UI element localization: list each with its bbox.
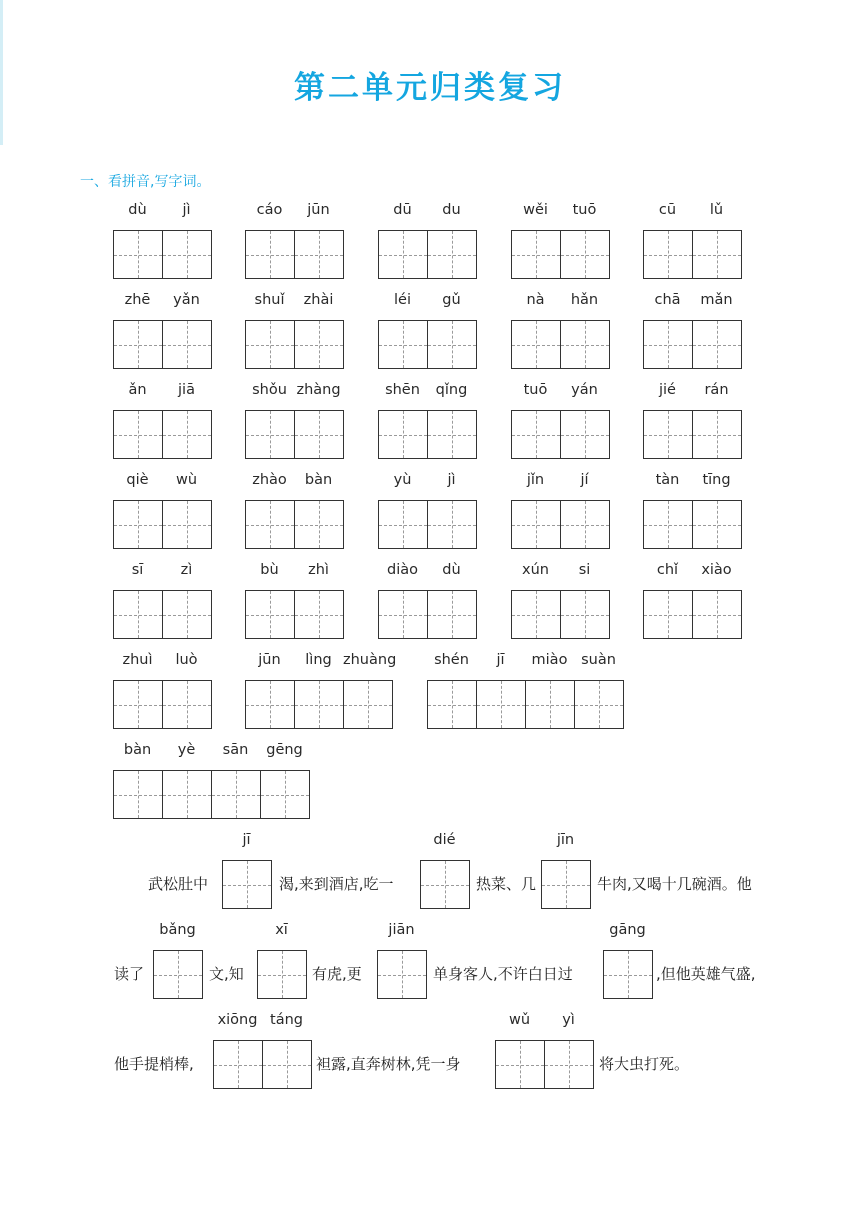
tianzige-box-row — [113, 680, 212, 729]
tianzige-box-row — [245, 230, 344, 279]
pinyin-label: jiān — [388, 922, 415, 938]
word-writing-grid — [257, 922, 307, 1000]
tianzige-box-row — [257, 950, 307, 999]
writing-cell[interactable] — [163, 591, 212, 638]
pinyin-label: hǎn — [570, 292, 599, 308]
word-writing-grid — [603, 922, 653, 1000]
pinyin-label: jì — [447, 472, 456, 488]
pinyin-label: zhào — [252, 472, 287, 488]
writing-cell[interactable] — [693, 231, 742, 278]
writing-cell[interactable] — [163, 681, 212, 728]
word-writing-grid — [245, 202, 344, 280]
pinyin-label: suàn — [581, 652, 616, 668]
writing-cell[interactable] — [545, 1041, 594, 1088]
writing-cell[interactable] — [693, 591, 742, 638]
tianzige-box-row — [245, 590, 344, 639]
word-writing-grid — [213, 1012, 312, 1090]
word-writing-grid — [378, 472, 477, 550]
tianzige-box-row — [495, 1040, 594, 1089]
passage-text: 渴,来到酒店,吃一 — [279, 875, 394, 893]
pinyin-label: qiè — [126, 472, 149, 488]
writing-cell[interactable] — [246, 501, 295, 548]
word-writing-grid — [113, 562, 212, 640]
tianzige-box-row — [153, 950, 203, 999]
writing-cell[interactable] — [223, 861, 272, 908]
tianzige-box-row — [222, 860, 272, 909]
writing-cell[interactable] — [379, 321, 428, 368]
writing-cell[interactable] — [379, 591, 428, 638]
tianzige-box-row — [427, 680, 624, 729]
pinyin-label: bǎng — [159, 922, 196, 938]
word-writing-grid — [245, 382, 344, 460]
pinyin-label: yè — [177, 742, 196, 758]
passage-text: 单身客人,不许白日过 — [433, 965, 573, 983]
pinyin-label: tīng — [702, 472, 731, 488]
word-writing-grid — [511, 202, 610, 280]
tianzige-box-row — [541, 860, 591, 909]
word-writing-grid — [378, 202, 477, 280]
pinyin-label: tuō — [523, 382, 548, 398]
pinyin-label: qǐng — [435, 382, 468, 398]
writing-cell[interactable] — [428, 231, 477, 278]
pinyin-label: wěi — [523, 202, 548, 218]
word-writing-grid — [113, 652, 212, 730]
pinyin-label: xiào — [701, 562, 732, 578]
tianzige-box-row — [420, 860, 470, 909]
tianzige-box-row — [245, 680, 393, 729]
pinyin-label: cū — [658, 202, 677, 218]
writing-cell[interactable] — [378, 951, 427, 998]
word-writing-grid — [245, 472, 344, 550]
writing-cell[interactable] — [295, 501, 344, 548]
word-writing-grid — [222, 832, 272, 910]
writing-cell[interactable] — [542, 861, 591, 908]
word-writing-grid — [511, 472, 610, 550]
writing-cell[interactable] — [295, 411, 344, 458]
tianzige-box-row — [113, 770, 310, 819]
tianzige-box-row — [511, 320, 610, 369]
word-writing-grid — [113, 292, 212, 370]
tianzige-box-row — [378, 500, 477, 549]
writing-cell[interactable] — [295, 681, 344, 728]
pinyin-label: rán — [704, 382, 729, 398]
writing-cell[interactable] — [379, 501, 428, 548]
writing-cell[interactable] — [163, 501, 212, 548]
passage-text: 武松肚中 — [148, 875, 209, 893]
writing-cell[interactable] — [428, 321, 477, 368]
writing-cell[interactable] — [114, 681, 163, 728]
pinyin-label: jī — [242, 832, 251, 848]
tianzige-box-row — [113, 320, 212, 369]
pinyin-label: mǎn — [700, 292, 733, 308]
pinyin-label: bàn — [304, 472, 333, 488]
writing-cell[interactable] — [114, 321, 163, 368]
pinyin-label: jiā — [178, 382, 195, 398]
word-writing-grid — [427, 652, 624, 730]
pinyin-label: sān — [222, 742, 249, 758]
pinyin-label: xī — [275, 922, 288, 938]
pinyin-label: gāng — [609, 922, 646, 938]
word-writing-grid — [541, 832, 591, 910]
pinyin-label: zhuàng — [343, 652, 397, 668]
pinyin-label: zhài — [303, 292, 334, 308]
pinyin-label: jūn — [258, 652, 281, 668]
tianzige-box-row — [378, 320, 477, 369]
tianzige-box-row — [643, 500, 742, 549]
tianzige-box-row — [113, 500, 212, 549]
writing-cell[interactable] — [295, 231, 344, 278]
word-writing-grid — [643, 202, 742, 280]
writing-cell[interactable] — [561, 411, 610, 458]
tianzige-box-row — [511, 230, 610, 279]
writing-cell[interactable] — [263, 1041, 312, 1088]
pinyin-label: yù — [393, 472, 412, 488]
word-writing-grid — [511, 562, 610, 640]
pinyin-label: yán — [571, 382, 598, 398]
pinyin-label: lǔ — [709, 202, 724, 218]
tianzige-box-row — [378, 230, 477, 279]
pinyin-label: gǔ — [442, 292, 461, 308]
writing-cell[interactable] — [163, 771, 212, 818]
word-writing-grid — [245, 562, 344, 640]
pinyin-label: jié — [659, 382, 676, 398]
pinyin-label: táng — [270, 1012, 303, 1028]
word-writing-grid — [153, 922, 203, 1000]
word-writing-grid — [245, 652, 397, 730]
word-writing-grid — [511, 292, 610, 370]
pinyin-label: xiōng — [217, 1012, 258, 1028]
pinyin-label: shuǐ — [254, 292, 285, 308]
pinyin-label: zì — [180, 562, 193, 578]
writing-cell[interactable] — [295, 321, 344, 368]
tianzige-box-row — [511, 410, 610, 459]
writing-cell[interactable] — [258, 951, 307, 998]
pinyin-label: chǐ — [656, 562, 679, 578]
writing-cell[interactable] — [561, 321, 610, 368]
pinyin-label: tàn — [655, 472, 680, 488]
writing-cell[interactable] — [114, 411, 163, 458]
tianzige-box-row — [377, 950, 427, 999]
writing-cell[interactable] — [477, 681, 526, 728]
pinyin-label: miào — [531, 652, 568, 668]
writing-cell[interactable] — [246, 591, 295, 638]
pinyin-label: lìng — [305, 652, 332, 668]
pinyin-label: bù — [260, 562, 279, 578]
pinyin-label: xún — [522, 562, 549, 578]
tianzige-box-row — [511, 590, 610, 639]
writing-cell[interactable] — [561, 501, 610, 548]
writing-cell[interactable] — [512, 501, 561, 548]
writing-cell[interactable] — [212, 771, 261, 818]
word-writing-grid — [643, 292, 742, 370]
pinyin-label: ǎn — [128, 382, 147, 398]
pinyin-label: diào — [387, 562, 418, 578]
word-writing-grid — [420, 832, 470, 910]
pinyin-label: bàn — [123, 742, 152, 758]
word-writing-grid — [378, 292, 477, 370]
pinyin-label: zhuì — [122, 652, 153, 668]
pinyin-label: dù — [128, 202, 147, 218]
word-writing-grid — [643, 382, 742, 460]
pinyin-label: jì — [182, 202, 191, 218]
pinyin-label: shēn — [385, 382, 420, 398]
pinyin-label: jí — [580, 472, 589, 488]
pinyin-label: nà — [526, 292, 545, 308]
writing-cell[interactable] — [561, 591, 610, 638]
tianzige-box-row — [113, 590, 212, 639]
writing-cell[interactable] — [496, 1041, 545, 1088]
pinyin-label: léi — [394, 292, 411, 308]
pinyin-label: dié — [433, 832, 456, 848]
writing-cell[interactable] — [512, 591, 561, 638]
pinyin-label: jǐn — [526, 472, 545, 488]
passage-text: 牛肉,又喝十几碗酒。他 — [597, 875, 752, 893]
tianzige-box-row — [643, 410, 742, 459]
tianzige-box-row — [643, 230, 742, 279]
writing-cell[interactable] — [575, 681, 624, 728]
pinyin-label: shǒu — [252, 382, 287, 398]
writing-cell[interactable] — [379, 231, 428, 278]
writing-cell[interactable] — [163, 321, 212, 368]
tianzige-box-row — [378, 410, 477, 459]
writing-cell[interactable] — [644, 591, 693, 638]
writing-cell[interactable] — [246, 231, 295, 278]
writing-cell[interactable] — [295, 591, 344, 638]
pinyin-label: cáo — [256, 202, 283, 218]
writing-cell[interactable] — [693, 411, 742, 458]
passage-text: ,但他英雄气盛, — [656, 965, 756, 983]
writing-cell[interactable] — [421, 861, 470, 908]
pinyin-label: shén — [434, 652, 469, 668]
writing-cell[interactable] — [114, 501, 163, 548]
passage-text: 他手提梢棒, — [114, 1055, 194, 1073]
writing-cell[interactable] — [428, 411, 477, 458]
word-writing-grid — [113, 382, 212, 460]
writing-cell[interactable] — [246, 681, 295, 728]
writing-cell[interactable] — [693, 501, 742, 548]
pinyin-label: chā — [654, 292, 681, 308]
word-writing-grid — [377, 922, 427, 1000]
writing-cell[interactable] — [246, 321, 295, 368]
writing-cell[interactable] — [512, 231, 561, 278]
word-writing-grid — [643, 472, 742, 550]
passage-text: 热菜、几 — [476, 875, 537, 893]
section-heading: 一、看拼音,写字词。 — [80, 174, 211, 190]
writing-cell[interactable] — [526, 681, 575, 728]
pinyin-label: yǎn — [173, 292, 200, 308]
writing-cell[interactable] — [644, 231, 693, 278]
writing-cell[interactable] — [604, 951, 653, 998]
writing-cell[interactable] — [163, 411, 212, 458]
writing-cell[interactable] — [428, 681, 477, 728]
word-writing-grid — [378, 562, 477, 640]
pinyin-label: wù — [175, 472, 198, 488]
pinyin-label: jī — [496, 652, 505, 668]
writing-cell[interactable] — [344, 681, 393, 728]
tianzige-box-row — [213, 1040, 312, 1089]
passage-text: 文,知 — [209, 965, 244, 983]
word-writing-grid — [378, 382, 477, 460]
tianzige-box-row — [643, 590, 742, 639]
passage-text: 读了 — [114, 965, 145, 983]
writing-cell[interactable] — [214, 1041, 263, 1088]
word-writing-grid — [113, 742, 310, 820]
tianzige-box-row — [245, 500, 344, 549]
writing-cell[interactable] — [379, 411, 428, 458]
writing-cell[interactable] — [512, 411, 561, 458]
word-writing-grid — [643, 562, 742, 640]
writing-cell[interactable] — [114, 771, 163, 818]
page-title: 第二单元归类复习 — [294, 70, 566, 106]
writing-cell[interactable] — [261, 771, 310, 818]
word-writing-grid — [495, 1012, 594, 1090]
tianzige-box-row — [245, 320, 344, 369]
word-writing-grid — [511, 382, 610, 460]
tianzige-box-row — [113, 410, 212, 459]
writing-cell[interactable] — [246, 411, 295, 458]
word-writing-grid — [113, 472, 212, 550]
writing-cell[interactable] — [163, 231, 212, 278]
writing-cell[interactable] — [154, 951, 203, 998]
passage-text: 袒露,直奔树林,凭一身 — [316, 1055, 461, 1073]
writing-cell[interactable] — [512, 321, 561, 368]
pinyin-label: zhàng — [296, 382, 341, 398]
tianzige-box-row — [378, 590, 477, 639]
word-writing-grid — [245, 292, 344, 370]
word-writing-grid — [113, 202, 212, 280]
pinyin-label: si — [578, 562, 591, 578]
pinyin-label: yì — [562, 1012, 575, 1028]
pinyin-label: jūn — [307, 202, 330, 218]
pinyin-label: zhē — [124, 292, 151, 308]
writing-cell[interactable] — [114, 591, 163, 638]
pinyin-label: sī — [131, 562, 144, 578]
pinyin-label: dū — [393, 202, 412, 218]
pinyin-label: jīn — [556, 832, 575, 848]
pinyin-label: gēng — [266, 742, 303, 758]
pinyin-label: tuō — [572, 202, 597, 218]
writing-cell[interactable] — [114, 231, 163, 278]
writing-cell[interactable] — [644, 411, 693, 458]
pinyin-label: dù — [442, 562, 461, 578]
tianzige-box-row — [245, 410, 344, 459]
writing-cell[interactable] — [644, 501, 693, 548]
pinyin-label: du — [442, 202, 461, 218]
pinyin-label: zhì — [308, 562, 329, 578]
passage-text: 有虎,更 — [312, 965, 362, 983]
writing-cell[interactable] — [693, 321, 742, 368]
writing-cell[interactable] — [644, 321, 693, 368]
tianzige-box-row — [511, 500, 610, 549]
writing-cell[interactable] — [428, 501, 477, 548]
pinyin-label: luò — [175, 652, 198, 668]
writing-cell[interactable] — [428, 591, 477, 638]
pinyin-label: wǔ — [508, 1012, 531, 1028]
tianzige-box-row — [643, 320, 742, 369]
writing-cell[interactable] — [561, 231, 610, 278]
tianzige-box-row — [603, 950, 653, 999]
passage-text: 将大虫打死。 — [599, 1055, 690, 1073]
tianzige-box-row — [113, 230, 212, 279]
